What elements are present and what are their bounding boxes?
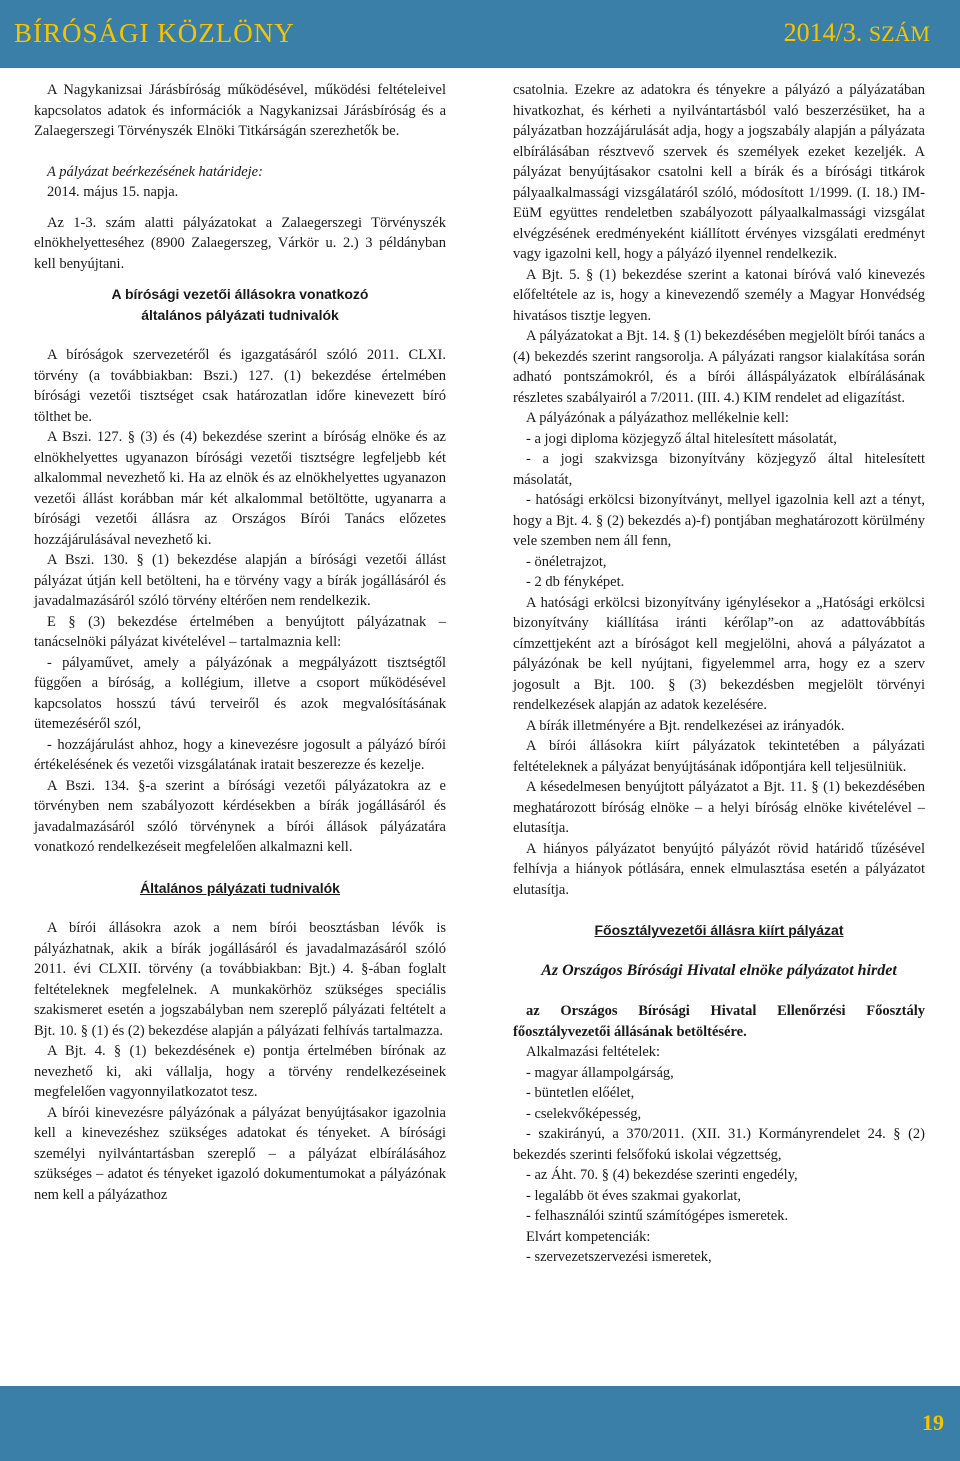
section-heading: Általános pályázati tudnivalók [140,879,340,896]
paragraph: A Bjt. 5. § (1) bekezdése szerint a katonai bíróvá való kinevezés előfeltétele az is, hogy a kinevezendő személy a Magyar Honvédség hivatásos tisztje legyen. [513,266,925,324]
issue-label [784,18,930,48]
paragraph: A Bszi. 134. §-a szerint a bírósági vezetői pályázatokra az e törvényben nem szabályozott kérdésekben a bírák jogállásáról és javadalmazásáról szóló törvénynek a bírói állások pályázatára vonatkozó rendelkezéseit megfelelően alkalmazni kell. [34,777,446,855]
paragraph: A pályázatokat a Bjt. 14. § (1) bekezdésében megjelölt bírói tanács a (4) bekezdés szerint rangsorolja. A pályázati rangsor kialakítása során adható pontszámokról, és a bírói álláspályázatok elbírálásának részletes szabályairól a 7/2011. (III. 4.) KIM rendelet ad eligazítást. [513,328,925,406]
section-heading: Főosztályvezetői állásra kiírt pályázat [594,922,844,938]
list-item: - a jogi diploma közjegyző által hitelesített másolatát, [526,430,837,447]
paragraph: E § (3) bekezdése értelmében a benyújtott pályázatnak – tanácselnöki pályázat kivételével – tartalmaznia kell: [34,613,446,650]
paragraph: A hatósági erkölcsi bizonyítvány igénylésekor a „Hatósági erkölcsi bizonyítvány kiállítása iránti kérőlap”-on az adattovábbítás címzettjeként azt a bíróságot kell megjelölni, ahová a pályázatot a pályázónak be kell nyújtani, figyelemmel arra, hogy ez a szerv jogosult a Bjt. 100. § (3) bekezdésben megjelölt törvényi rendelkezések alapján az adatok kezelésére. [513,594,925,713]
list-item: - az Áht. 70. § (4) bekezdése szerinti engedély, [526,1167,798,1183]
right-column [513,80,925,1268]
list-item: - magyar állampolgárság, [526,1064,674,1081]
page-number: 19 [922,1410,944,1435]
paragraph: A hiányos pályázatot benyújtó pályázót rövid határidő tűzésével felhívja a hiányok pótlására, ennek elmulasztása esetén a pályázatot elutasítja. [513,840,925,898]
paragraph: A bírói állásokra azok a nem bírói beosztásban lévők is pályázhatnak, akik a bírák jogállásáról és javadalmazásáról szóló 2011. évi CLXII. törvény (a továbbiakban: Bjt.) 4. §-ában foglalt feltételeknek megfelelnek. A munkakörhöz szükséges speciális szakismeret esetén a jogszabályban nem szereplő pályázati feltételt a Bjt. 10. § (1) és (2) bekezdése alapján a pályázati felhívás tartalmazza. [34,920,446,1039]
paragraph: A bírák illetményére a Bjt. rendelkezései az irányadók. [526,717,845,734]
list-item: - felhasználói szintű számítógépes ismeretek. [526,1208,789,1224]
issue-word: SZÁM [868,21,930,46]
list-item: - önéletrajzot, [526,553,607,570]
paragraph: A Bszi. 127. § (3) és (4) bekezdése szerint a bíróság elnöke és az elnökhelyettes ugyanazon bírósági vezetői tisztségre legfeljebb két alkalommal nevezhető ki. Ha az elnök és az elnökhelyettes ugyanazon vezetői állást korábban már két alkalommal betöltötte, ugyanarra a bírósági vezetői állásra az Országos Bírói Tanács előzetes hozzájárulásával nevezhető ki. [34,429,446,548]
paragraph: Elvárt kompetenciák: [526,1228,651,1245]
announcement-heading: Az Országos Bírósági Hivatal elnöke pályázatot hirdet [541,961,897,979]
paragraph: A bíróságok szervezetéről és igazgatásáról szóló 2011. CLXI. törvény (a továbbiakban: Bszi.) 127. (1) bekezdése értelmében bírósági vezetői tisztséget csak határozatlan időre kinevezett bíró tölthet be. [34,347,446,425]
left-column [34,80,446,1205]
paragraph: A Bszi. 130. § (1) bekezdése alapján a bírósági vezetői állást pályázat útján kell betölteni, ha e törvény vagy a bírák jogállásáról és javadalmazásáról szóló törvény eltérően nem rendelkezik. [34,552,446,609]
list-item: - a jogi szakvizsga bizonyítvány közjegyző által hitelesített másolatát, [513,451,925,488]
paragraph: A Bjt. 4. § (1) bekezdésének e) pontja értelmében bírónak az nevezhető ki, aki vállalja, hogy a törvény rendelkezéseinek megfelelően vagyonnyilatkozatot tesz. [34,1043,446,1100]
position-title: az Országos Bírósági Hivatal Ellenőrzési Főosztály főosztályvezetői állásának betöltésére. [513,1003,925,1040]
paragraph: A bírói állásokra kiírt pályázatok tekintetében a pályázati feltételeknek a pályázat benyújtásának időpontjára kell teljesülniük. [513,738,925,775]
paragraph: - pályaművet, amely a pályázónak a megpályázott tisztségtől függően a bíróság, a kollégium, illetve a csoport működésével kapcsolatos hosszú távú terveiről és azok megvalósításának ütemezéséről szól, [34,654,446,732]
list-item: - szervezetszervezési ismeretek, [526,1249,712,1265]
paragraph: Alkalmazási feltételek: [526,1044,661,1060]
list-item: - legalább öt éves szakmai gyakorlat, [526,1187,742,1204]
deadline-label: A pályázat beérkezésének határideje: [47,163,263,180]
section-heading: általános pályázati tudnivalók [141,306,339,323]
page-footer [0,1386,960,1461]
deadline-date: 2014. május 15. napja. [47,184,179,200]
paragraph: csatolnia. Ezekre az adatokra és tényekre a pályázó a pályázatában hivatkozhat, és kérheti a nyilvántartásból való beszerzésüket, ha a pályázatban hozzájárulását adja, hogy a jogszabály alapján a pályázata elbírálásában résztvevő szervek és személyek ezeket kezeljék. A pályázat benyújtásakor csatolni kell a bírák és a bírósági titkárok pályaalkalmassági vizsgálatáról szóló, módosított 1/1999. (I. 18.) IM-EüM együttes rendeletben szabályozott pályaalkalmassági vizsgálat elvégzésének eredményeként kiállított érvényes vizsgálati eredményt vagy igazolni kell, hogy a pályázó ilyennel rendelkezik. [513,82,925,262]
list-item: - hatósági erkölcsi bizonyítványt, mellyel igazolnia kell azt a tényt, hogy a Bjt. 4. § (2) bekezdés a)-f) pontjában meghatározott körülmény vele szemben nem áll fenn, [513,492,925,549]
issue-number: 2014/3. [783,18,863,47]
section-heading: A bírósági vezetői állásokra vonatkozó [111,286,369,302]
paragraph: Az 1-3. szám alatti pályázatokat a Zalaegerszegi Törvényszék elnökhelyetteséhez (8900 Zalaegerszeg, Várkör u. 2.) 3 példányban kell benyújtani. [34,214,446,272]
journal-title: BÍRÓSÁGI KÖZLÖNY [14,18,295,48]
paragraph: A bírói kinevezésre pályázónak a pályázat benyújtásakor igazolnia kell a kinevezéshez szükséges adatokat és tényeket. A bírósági személyi nyilvántartásban szereplő – a pályázat elbírálásához szükséges – adatot és tényeket igazoló dokumentumokat a pályázónak nem kell a pályázathoz [34,1104,446,1203]
page-header [0,0,960,68]
paragraph: A Nagykanizsai Járásbíróság működésével, működési feltételeivel kapcsolatos adatok és információk a Nagykanizsai Járásbíróság és a Zalaegerszegi Törvényszék Elnöki Titkárságán szerezhetők be. [34,82,446,139]
list-item: - szakirányú, a 370/2011. (XII. 31.) Kormányrendelet 24. § (2) bekezdés szerinti felsőfokú iskolai végzettség, [513,1126,925,1163]
paragraph: A késedelmesen benyújtott pályázatot a Bjt. 11. § (1) bekezdésében meghatározott bíróság elnöke – a helyi bíróság elnöke kivételével – elutasítja. [513,779,925,836]
list-item: - 2 db fényképet. [526,574,625,590]
list-item: - büntetlen előélet, [526,1085,635,1101]
list-item: - cselekvőképesség, [526,1105,642,1122]
paragraph: - hozzájárulást ahhoz, hogy a kinevezésre jogosult a pályázó bírói értékelésének és vezetői vizsgálatának iratait beszerezze és kezelje. [34,736,446,773]
paragraph: A pályázónak a pályázathoz mellékelnie kell: [526,410,789,426]
